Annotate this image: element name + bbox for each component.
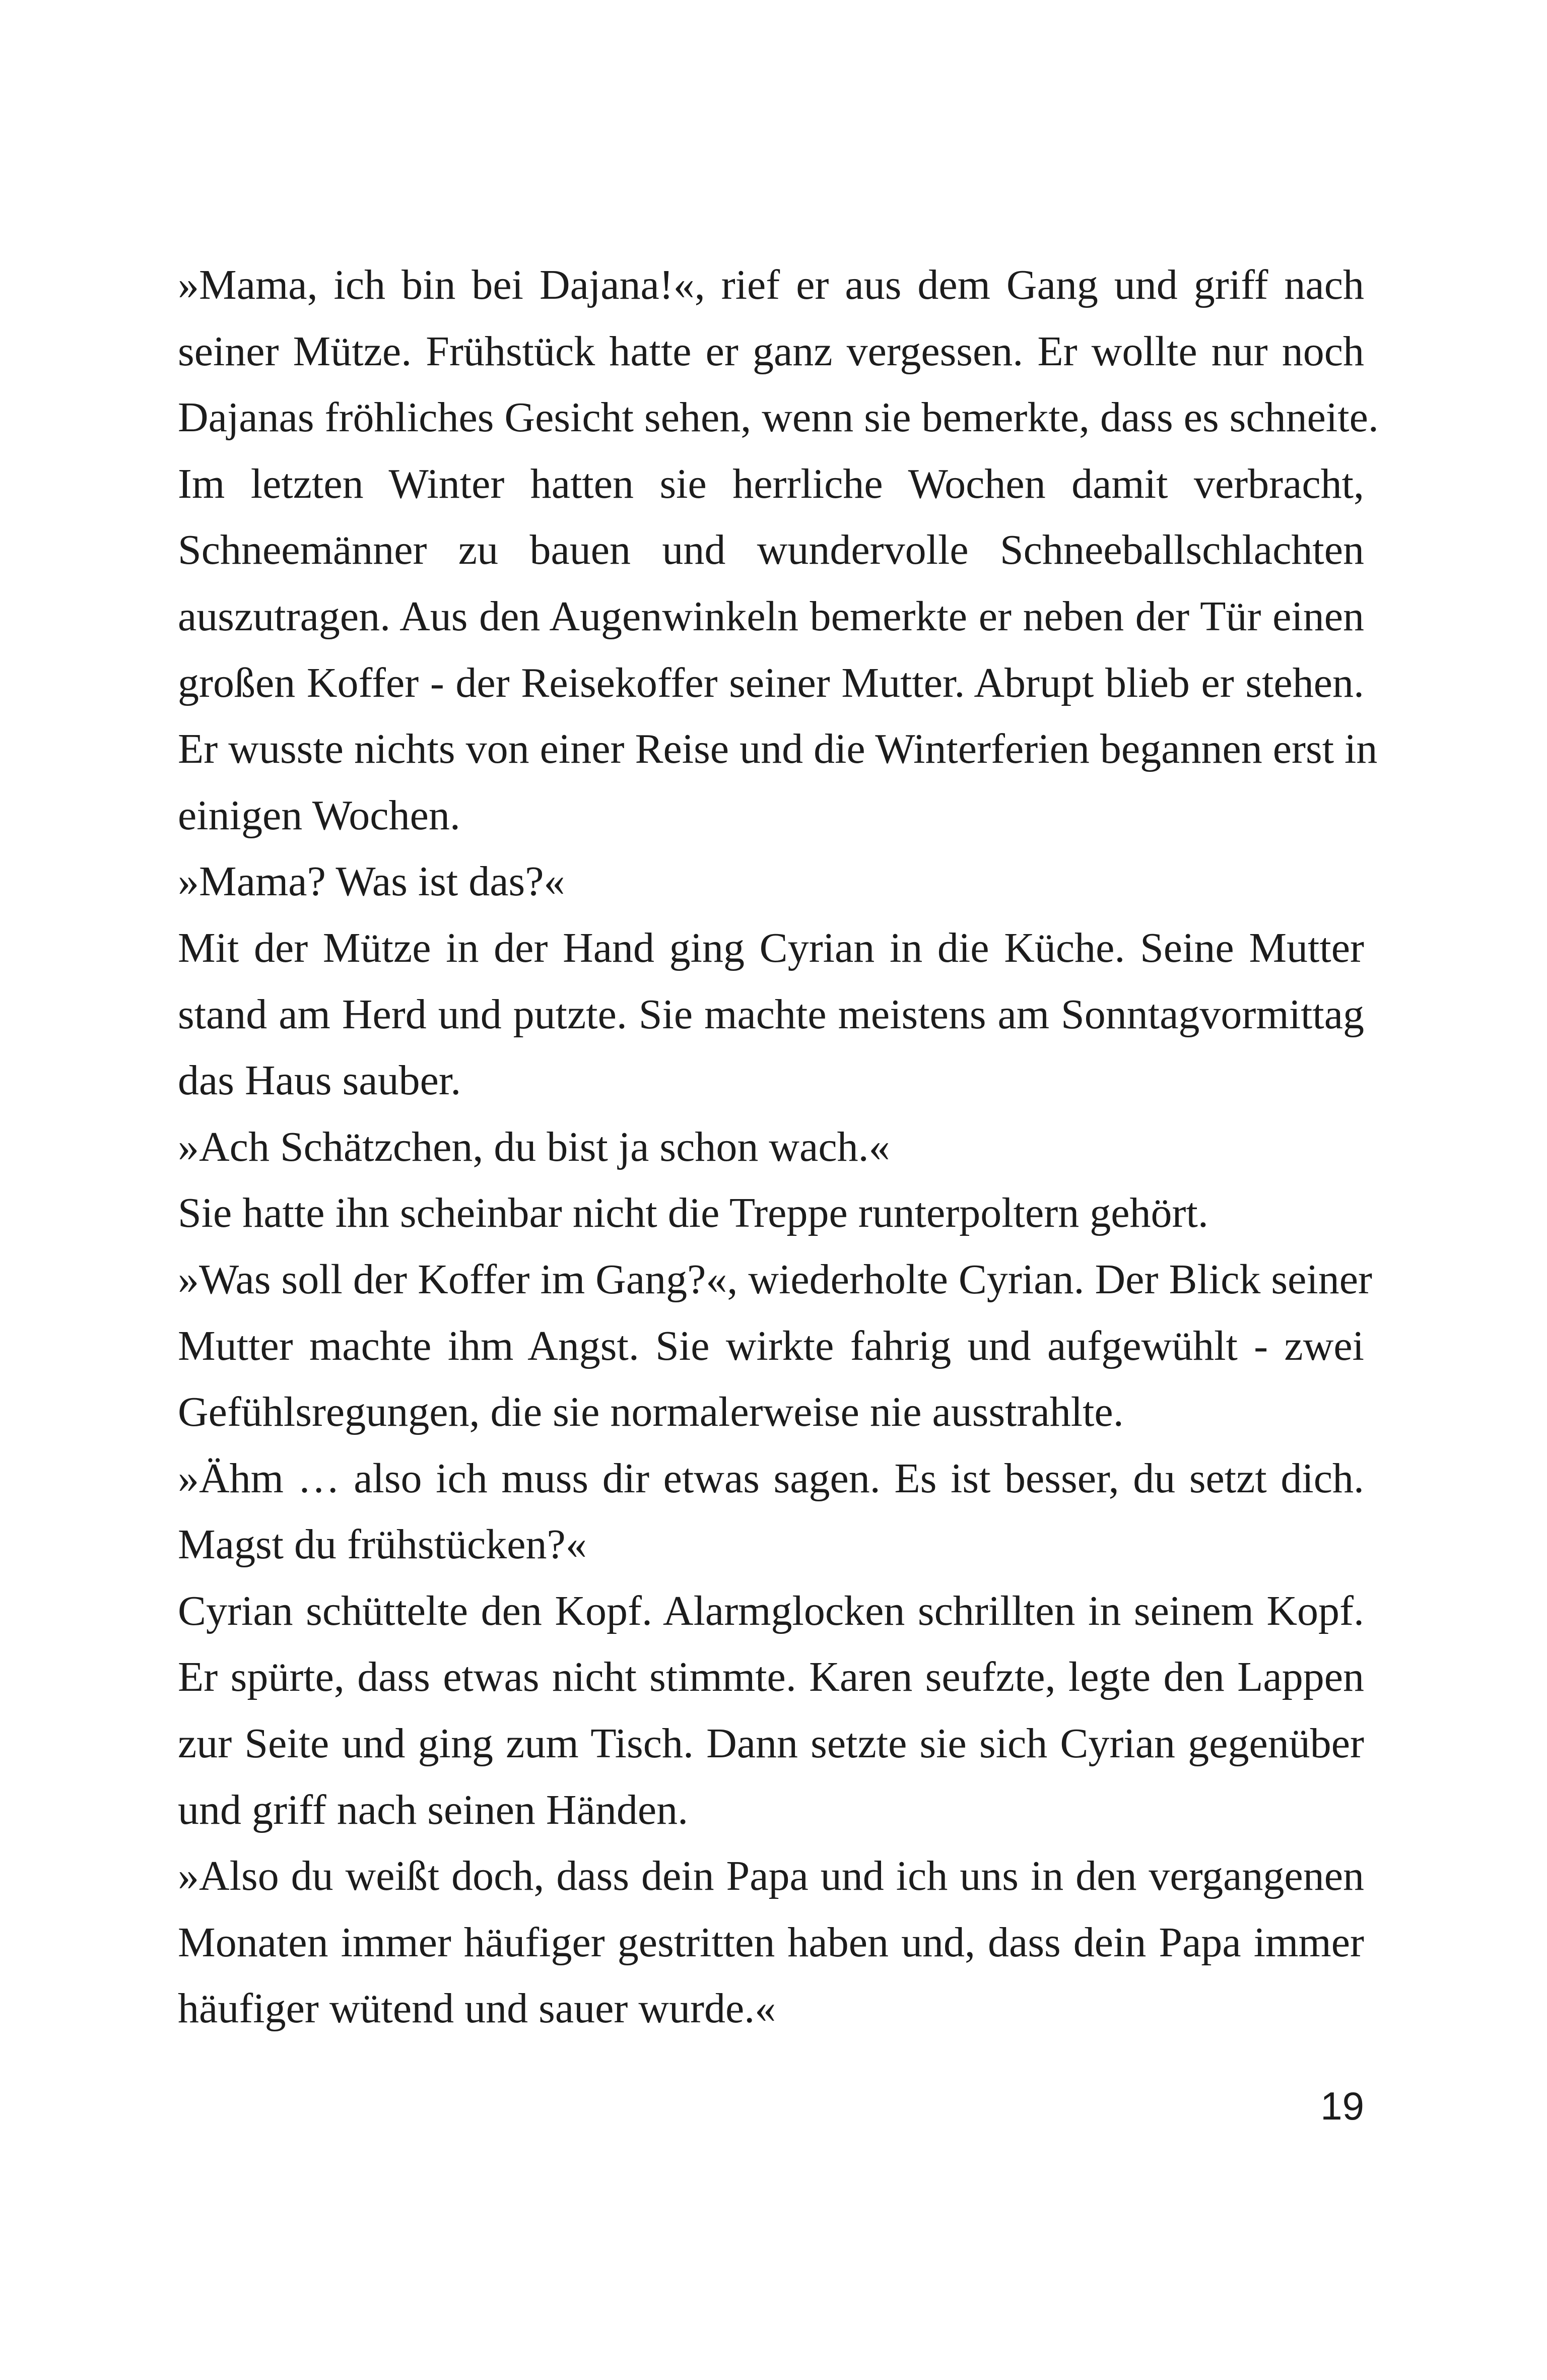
text-line: Gefühlsregungen, die sie normalerweise nie ausstrahlte. [178,1389,1124,1436]
text-line: Er spürte, dass etwas nicht stimmte. Karen seufzte, legte den Lappen [178,1654,1364,1701]
body-text [178,252,1379,2042]
page-number: 19 [1320,2084,1364,2128]
text-line: und griff nach seinen Händen. [178,1786,689,1833]
text-line: »Ähm … also ich muss dir etwas sagen. Es ist besser, du setzt dich. [178,1455,1364,1502]
text-line: Im letzten Winter hatten sie herrliche Wochen damit verbracht, [178,460,1364,507]
text-line: zur Seite und ging zum Tisch. Dann setzte sie sich Cyrian gegenüber [178,1720,1364,1767]
text-line: das Haus sauber. [178,1057,461,1104]
text-line: stand am Herd und putzte. Sie machte meistens am Sonntagvormittag [178,990,1364,1038]
text-line: Magst du frühstücken?« [178,1521,587,1568]
text-line: »Ach Schätzchen, du bist ja schon wach.« [178,1123,890,1170]
text-line: großen Koffer - der Reisekoffer seiner Mutter. Abrupt blieb er stehen. [178,659,1364,706]
text-line: Sie hatte ihn scheinbar nicht die Treppe runterpoltern gehört. [178,1189,1208,1237]
text-line: Er wusste nichts von einer Reise und die Winterferien begannen erst in [178,725,1378,773]
text-line: »Also du weißt doch, dass dein Papa und ich uns in den vergangenen [178,1853,1364,1900]
text-line: »Mama, ich bin bei Dajana!«, rief er aus dem Gang und griff nach [178,261,1364,308]
text-line: häufiger wütend und sauer wurde.« [178,1985,776,2032]
text-line: Mutter machte ihm Angst. Sie wirkte fahrig und aufgewühlt - zwei [178,1322,1364,1369]
text-line: einigen Wochen. [178,791,460,839]
text-line: Dajanas fröhliches Gesicht sehen, wenn sie bemerkte, dass es schneite. [178,394,1379,441]
text-line: »Was soll der Koffer im Gang?«, wiederholte Cyrian. Der Blick seiner [178,1255,1372,1303]
text-line: Schneemänner zu bauen und wundervolle Schneeballschlachten [178,526,1364,574]
text-line: »Mama? Was ist das?« [178,858,565,905]
text-line: Mit der Mütze in der Hand ging Cyrian in die Küche. Seine Mutter [178,924,1364,971]
text-line: seiner Mütze. Frühstück hatte er ganz vergessen. Er wollte nur noch [178,327,1364,375]
text-line: auszutragen. Aus den Augenwinkeln bemerkte er neben der Tür einen [178,592,1364,640]
text-line: Cyrian schüttelte den Kopf. Alarmglocken schrillten in seinem Kopf. [178,1587,1364,1634]
text-line: Monaten immer häufiger gestritten haben und, dass dein Papa immer [178,1919,1364,1966]
